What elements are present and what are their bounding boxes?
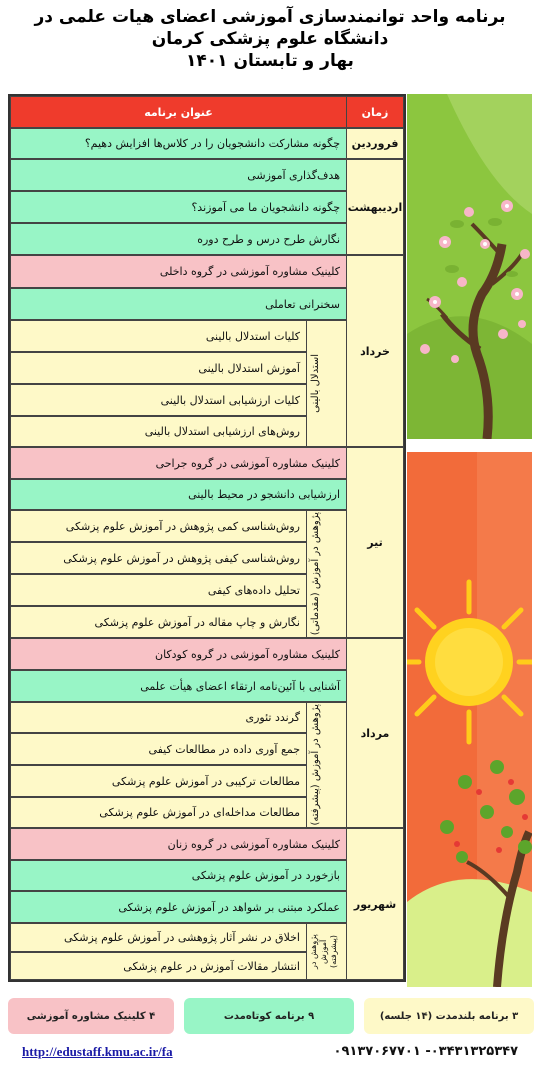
program-item: روش‌شناسی کیفی پژوهش در آموزش علوم پزشکی (10, 542, 307, 574)
program-item: روش‌شناسی کمی پژوهش در آموزش علوم پزشکی (10, 510, 307, 542)
legend-short-term: ۹ برنامه کوتاه‌مدت (184, 998, 354, 1034)
program-item: آشنایی با آئین‌نامه ارتقاء اعضای هیأت علمی (10, 670, 347, 702)
program-item: چگونه دانشجویان ما می آموزند؟ (10, 191, 347, 223)
title-line-3: بهار و تابستان ۱۴۰۱ (186, 51, 354, 71)
month-mordad: مرداد (346, 638, 404, 828)
program-item: نگارش طرح درس و طرح دوره (10, 223, 347, 255)
program-item: سخنرانی تعاملی (10, 288, 347, 320)
program-item: کلیات استدلال بالینی (10, 320, 307, 352)
program-item: تحلیل داده‌های کیفی (10, 574, 307, 606)
clinic-item: کلینیک مشاوره آموزشی در گروه زنان (10, 828, 347, 860)
column-header-title: عنوان برنامه (10, 96, 347, 128)
program-item: هدف‌گذاری آموزشی (10, 159, 347, 191)
summer-sun-illustration (407, 452, 532, 987)
month-farvardin: فروردین (346, 128, 404, 159)
program-item: آموزش استدلال بالینی (10, 352, 307, 384)
title-line-1: برنامه واحد توانمندسازی آموزشی اعضای هیات علمی در (34, 7, 506, 27)
poster-header (0, 6, 540, 72)
clinic-item: کلینیک مشاوره آموزشی در گروه داخلی (10, 255, 347, 288)
program-item: اخلاق در نشر آثار پژوهشی در آموزش علوم پزشکی (10, 923, 307, 952)
program-item: مطالعات ترکیبی در آموزش علوم پزشکی (10, 765, 307, 797)
program-item: بازخورد در آموزش علوم پزشکی (10, 860, 347, 891)
program-item: روش‌های ارزشیابی استدلال بالینی (10, 416, 307, 447)
clinic-item: کلینیک مشاوره آموزشی در گروه کودکان (10, 638, 347, 670)
program-item: جمع آوری داده در مطالعات کیفی (10, 733, 307, 765)
website-link[interactable]: http://edustaff.kmu.ac.ir/fa (22, 1044, 173, 1059)
group-label-research-basic: پژوهش در آموزش (مقدماتی) (306, 510, 347, 638)
program-item: چگونه مشارکت دانشجویان را در کلاس‌ها افزایش دهیم؟ (10, 128, 347, 159)
program-item: ارزشیابی دانشجو در محیط بالینی (10, 479, 347, 510)
month-khordad: خرداد (346, 255, 404, 447)
legend-clinic: ۴ کلینیک مشاوره آموزشی (8, 998, 174, 1034)
program-item: مطالعات مداخله‌ای در آموزش علوم پزشکی (10, 797, 307, 828)
group-label-research-advanced: پژوهش در آموزش (پیشرفته) (306, 702, 347, 828)
column-header-time: زمان (346, 96, 404, 128)
month-tir: تیر (346, 447, 404, 638)
contact-phones: ۰۳۴۳۱۳۲۵۳۴۷- ۰۹۱۳۷۰۶۷۷۰۱ (333, 1044, 518, 1059)
schedule-table (8, 94, 406, 982)
title-line-2: دانشگاه علوم پزشکی کرمان (151, 29, 389, 49)
program-item: عملکرد مبتنی بر شواهد در آموزش علوم پزشکی (10, 891, 347, 923)
clinic-item: کلینیک مشاوره آموزشی در گروه جراحی (10, 447, 347, 479)
program-item: کلیات ارزشیابی استدلال بالینی (10, 384, 307, 416)
program-item: انتشار مقالات آموزش در علوم پزشکی (10, 952, 307, 980)
group-label-reasoning: استدلال بالینی (306, 320, 347, 447)
group-label-research-advanced-2: پژوهش در آموزش (پیشرفته) (306, 923, 347, 980)
month-shahrivar: شهریور (346, 828, 404, 980)
legend-long-term: ۳ برنامه بلندمدت (۱۴ جلسه) (364, 998, 534, 1034)
program-item: نگارش و چاپ مقاله در آموزش علوم پزشکی (10, 606, 307, 638)
program-item: گرندد تئوری (10, 702, 307, 733)
month-ordibehesht: اردیبهشت (346, 159, 404, 255)
spring-tree-illustration (407, 94, 532, 439)
